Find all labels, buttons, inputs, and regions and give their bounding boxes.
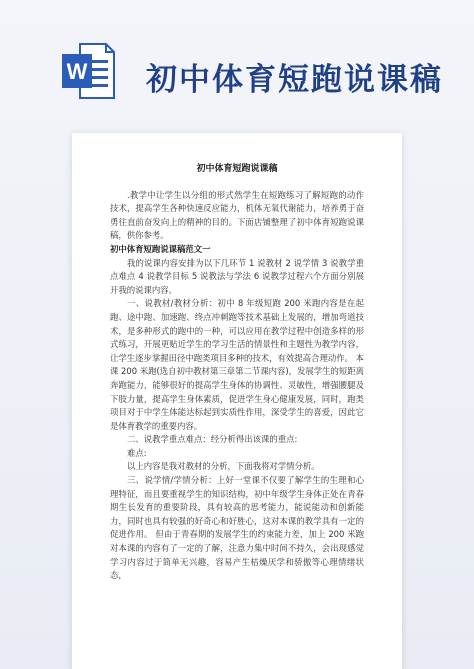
textbook-analysis-paragraph: 一、说教材/教材分析：初中 8 年级短跑 200 米跑内容是在起跑、途中跑、加速跑、终点冲刺跑等技术基础上发展的，增加弯道技术，是多种形式的跑中的一种，可以应用在教学过程中创造多样的形式练习，开展更贴近学生的学习生活的情景性和主题性为教学内容，让学生逐步掌握田径中跑类项目多种的技术，有效提高合理动作。 本课 200 米跑(选自初中教材第三章第二节课内容)，发展学生的短距离奔跑能力，能够很好的提高学生身体的协调性、灵敏性，增强腰腿及下肢力量，提高学生身体素质，促进学生身心健康发展，同时，跑类项目对于中学生体能达标起到实质性作用，深受学生的喜爱，因此它是体育教学的重要内容。	[110, 298, 364, 431]
document-title: 初中体育短跑说课稿	[196, 164, 278, 174]
document-banner-title: 初中体育短跑说课稿	[146, 62, 443, 98]
key-points-paragraph: 二、说教学重点难点：经分析得出该课的重点:	[127, 434, 298, 445]
intro-paragraph: .教学中让学生以分组的形式然学生在短跑练习了解短跑的动作技术，提高学生各种快速反应能力，机体无氧代谢能力，培养勇于奋勇往直前奋发向上的精神的目的。下面店铺整理了初中体育短跑说课稿，供你参考。	[110, 189, 364, 241]
student-analysis-paragraph: 三、说学情/学情分析：上好一堂课不仅要了解学生的生理和心理特征，而且要重视学生的知识结构，初中年级学生身体正处在青春期生长发育的重要阶段，具有较高的思考能力，能说能动和创新能力，同时也具有较强的好奇心和好胜心，这对本课的教学具有一定的促进作用。 但由于青春期的发展学生的约束能力差，加上 200 米跑对本课的内容有了一定的了解，注意力集中时间不持久，会出现感觉学习内容过于简单无兴趣，容易产生枯燥厌学和骄傲等心理情绪状态，	[110, 475, 364, 581]
word-icon	[60, 40, 116, 102]
document-page	[72, 133, 402, 669]
svg-text:W: W	[66, 59, 88, 84]
document-body	[110, 163, 364, 583]
section-heading: 初中体育短跑说课稿范文一	[110, 243, 211, 254]
transition-paragraph: 以上内容是我对教材的分析，下面我将对学情分析。	[127, 461, 320, 472]
page-header	[0, 0, 474, 130]
overview-paragraph: 我的说课内容安排为以下几环节 1 说教材 2 说学情 3 说教学重点难点 4 说教学目标 5 说教法与学法 6 说教学过程六个方面分别展开我的说课内容。	[110, 257, 364, 295]
difficulties-paragraph: 难点:	[127, 447, 147, 458]
